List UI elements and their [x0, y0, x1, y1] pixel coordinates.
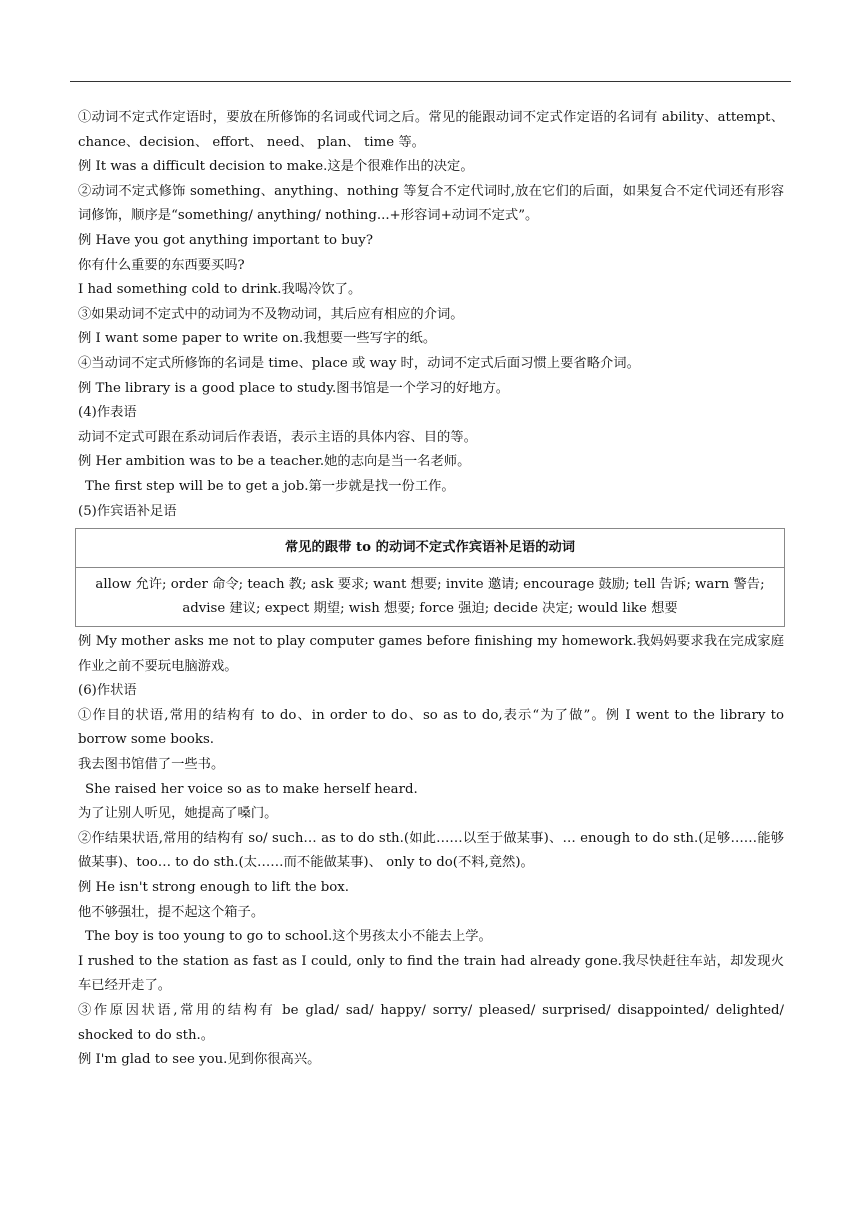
section-heading: (5)作宾语补足语	[78, 503, 177, 519]
text-line: 例 I want some paper to write on.我想要一些写字的纸。	[78, 331, 437, 347]
text-line: ②动词不定式修饰 something、anything、nothing 等复合不定代词时,放在它们的后面，如果复合不定代词还有形容词修饰，顺序是“something/ anything/ nothing...+形容词+动词不定式”。	[78, 183, 784, 224]
text-line: The first step will be to get a job.第一步就是找一份工作。	[85, 478, 455, 494]
text-line: 我去图书馆借了一些书。	[78, 757, 225, 773]
text-line: 例 I'm glad to see you.见到你很高兴。	[78, 1052, 321, 1068]
text-line: 你有什么重要的东西要买吗?	[78, 257, 245, 273]
section-heading: (4)作表语	[78, 405, 137, 421]
text-line: She raised her voice so as to make herself heard.	[85, 781, 418, 797]
text-line: 例 He isn't strong enough to lift the box.	[78, 880, 350, 896]
text-line: 例 The library is a good place to study.图书馆是一个学习的好地方。	[78, 380, 510, 396]
text-line: 例 It was a difficult decision to make.这是个很难作出的决定。	[78, 159, 474, 175]
text-line: The boy is too young to go to school.这个男孩太小不能去上学。	[85, 929, 492, 945]
section-heading: (6)作状语	[78, 683, 137, 699]
text-line: ①动词不定式作定语时，要放在所修饰的名词或代词之后。常见的能跟动词不定式作定语的名词有 ability、attempt、chance、decision、 effort、 need、 plan、 time 等。	[78, 110, 784, 150]
table-header: 常见的跟带 to 的动词不定式作宾语补足语的动词	[76, 529, 785, 568]
text-line: 例 Have you got anything important to buy?	[78, 232, 373, 248]
text-line: 他不够强壮，提不起这个箱子。	[78, 904, 265, 920]
text-line: ②作结果状语,常用的结构有 so/ such… as to do sth.(如此……以至于做某事)、… enough to do sth.(足够……能够做某事)、too… to do sth.(太……而不能做某事)、 only to do(不料,竟然)。	[78, 830, 784, 871]
verb-table	[75, 528, 785, 627]
text-line: 动词不定式可跟在系动词后作表语，表示主语的具体内容、目的等。	[78, 429, 477, 445]
text-line: I rushed to the station as fast as I could, only to find the train had already gone.我尽快赶往车站，却发现火车已经开走了。	[78, 953, 784, 994]
text-line: ③如果动词不定式中的动词为不及物动词，其后应有相应的介词。	[78, 306, 464, 322]
document-body	[78, 106, 784, 1073]
text-line: 为了让别人听见，她提高了嗓门。	[78, 806, 278, 822]
text-line: 例 My mother asks me not to play computer games before finishing my homework.我妈妈要求我在完成家庭作业之前不要玩电脑游戏。	[78, 634, 784, 674]
text-line: ①作目的状语,常用的结构有 to do、in order to do、so as to do,表示“为了做”。例 I went to the library to borrow some books.	[78, 707, 784, 748]
text-line: ④当动词不定式所修饰的名词是 time、place 或 way 时，动词不定式后面习惯上要省略介词。	[78, 355, 640, 371]
text-line: 例 Her ambition was to be a teacher.她的志向是当一名老师。	[78, 454, 471, 470]
header-rule	[70, 81, 791, 82]
table-body: allow 允许; order 命令; teach 教; ask 要求; want 想要; invite 邀请; encourage 鼓励; tell 告诉; warn 警告; advise 建议; expect 期望; wish 想要; force 强迫; decide 决定; would like 想要	[76, 568, 785, 627]
text-line: I had something cold to drink.我喝冷饮了。	[78, 282, 362, 298]
text-line: ③作原因状语,常用的结构有 be glad/ sad/ happy/ sorry/ pleased/ surprised/ disappointed/ delighted/ shocked to do sth.。	[78, 1003, 784, 1043]
